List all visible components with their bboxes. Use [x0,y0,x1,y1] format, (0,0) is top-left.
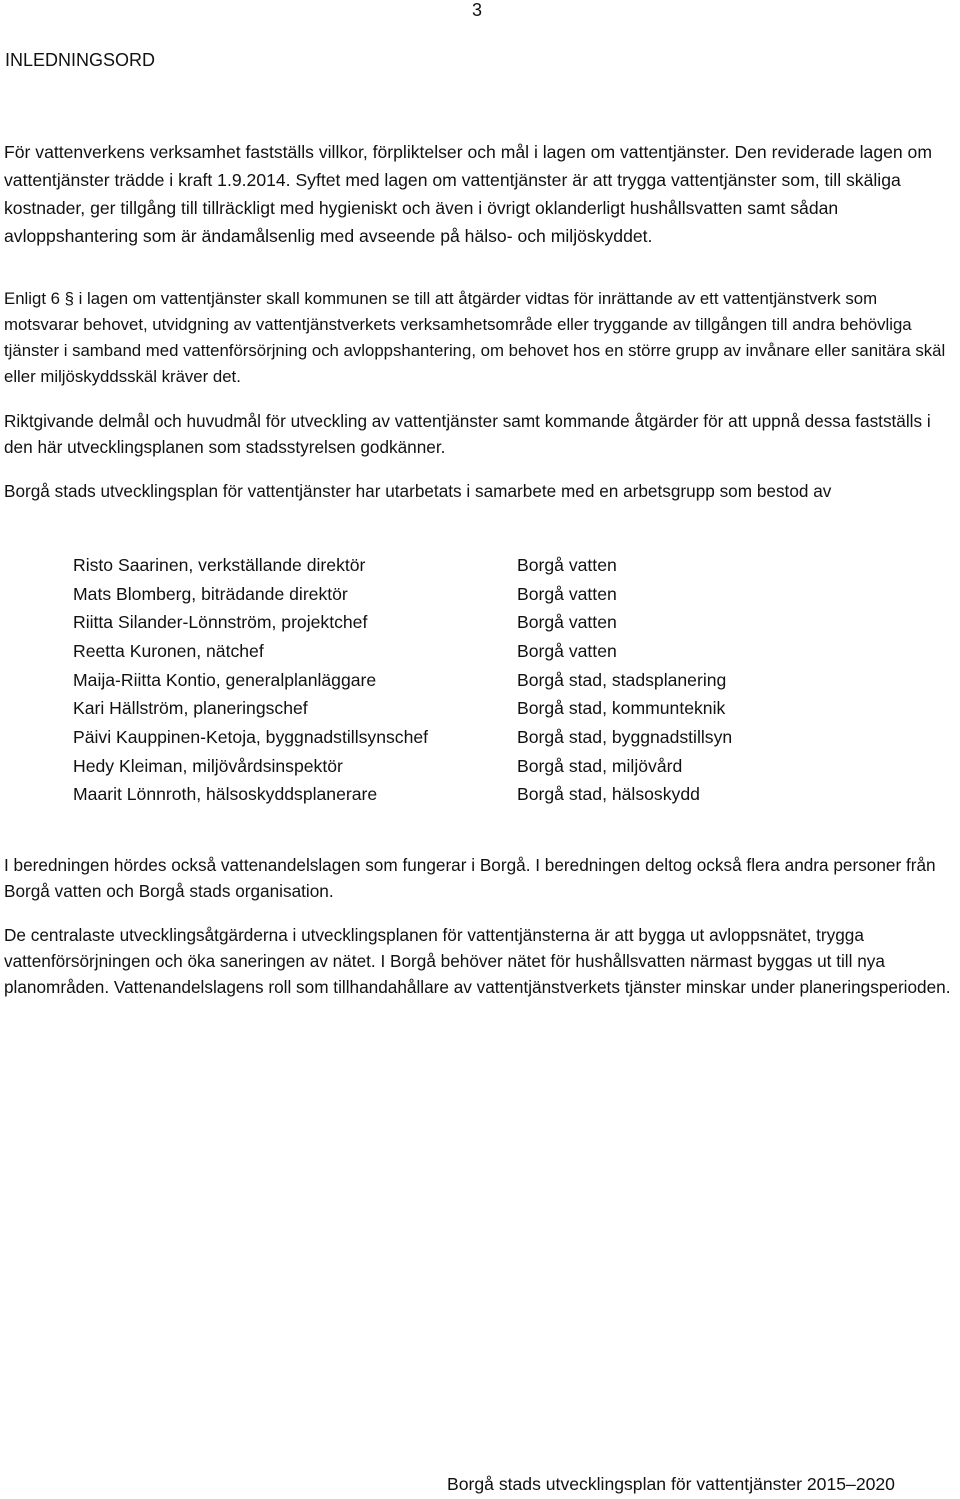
member-organization: Borgå stad, byggnadstillsyn [517,726,733,747]
member-row [73,694,793,723]
member-name: Päivi Kauppinen-Ketoja, byggnadstillsynschef [73,726,429,747]
consultation-paragraph: I beredningen hördes också vattenandelslagen som fungerar i Borgå. I beredningen deltog också flera andra personer från Borgå vatten och Borgå stads organisation. [4,855,936,901]
member-name: Reetta Kuronen, nätchef [73,640,264,661]
member-organization: Borgå vatten [517,554,617,575]
member-row [73,781,793,810]
member-name: Mats Blomberg, biträdande direktör [73,583,348,604]
member-row [73,551,793,580]
member-organization: Borgå vatten [517,612,617,633]
member-organization: Borgå vatten [517,583,617,604]
workgroup-member-list [73,551,793,809]
member-organization: Borgå vatten [517,640,617,661]
member-name: Hedy Kleiman, miljövårdsinspektör [73,755,343,776]
law-paragraph: Enligt 6 § i lagen om vattentjänster skall kommunen se till att åtgärder vidtas för inrättande av ett vattentjänstverk som motsvarar behovet, utvidgning av vattentjänstverkets verksamhetsområde eller tryggande av tillgången till andra behövliga tjänster i samband med vattenförsörjning och avloppshantering, om behovet hos en större grupp av invånare eller sanitära skäl eller miljöskyddsskäl kräver det. [4,289,946,386]
member-organization: Borgå stad, hälsoskydd [517,784,700,805]
page-footer: Borgå stads utvecklingsplan för vattentjänster 2015–2020 [447,1474,895,1494]
member-row [73,637,793,666]
member-organization: Borgå stad, stadsplanering [517,669,727,690]
page-number: 3 [472,0,483,20]
key-measures-paragraph: De centralaste utvecklingsåtgärderna i utvecklingsplanen för vattentjänsterna är att bygga ut avloppsnätet, trygga vattenförsörjningen och öka saneringen av nätet. I Borgå behöver nätet för hushållsvatten närmast byggas ut till nya planområden. Vattenandelslagens roll som tillhandahållare av vattentjänstverkets tjänster minskar under planeringsperioden. [4,925,951,997]
goals-paragraph: Riktgivande delmål och huvudmål för utveckling av vattentjänster samt kommande åtgärder för att uppnå dessa fastställs i den här utvecklingsplanen som stadsstyrelsen godkänner. [4,411,931,457]
member-organization: Borgå stad, miljövård [517,755,683,776]
member-name: Risto Saarinen, verkställande direktör [73,554,366,575]
member-row [73,608,793,637]
intro-paragraph: För vattenverkens verksamhet fastställs villkor, förpliktelser och mål i lagen om vattentjänster. Den reviderade lagen om vattentjänster trädde i kraft 1.9.2014. Syftet med lagen om vattentjänster är att trygga vattentjänster som, till skäliga kostnader, ger tillgång till tillräckligt med hygieniskt och även i övrigt oklanderligt hushållsvatten samt sådan avloppshantering som är ändamålsenlig med avseende på hälso- och miljöskyddet. [4,142,933,246]
member-name: Maija-Riitta Kontio, generalplanläggare [73,669,377,690]
member-row [73,723,793,752]
workgroup-intro-paragraph: Borgå stads utvecklingsplan för vattentjänster har utarbetats i samarbete med en arbetsgrupp som bestod av [4,481,832,501]
member-row [73,666,793,695]
page-heading: INLEDNINGSORD [5,50,156,70]
member-row [73,752,793,781]
member-row [73,580,793,609]
member-name: Maarit Lönnroth, hälsoskyddsplanerare [73,784,378,805]
member-organization: Borgå stad, kommunteknik [517,698,726,719]
member-name: Kari Hällström, planeringschef [73,698,308,719]
member-name: Riitta Silander-Lönnström, projektchef [73,612,368,633]
